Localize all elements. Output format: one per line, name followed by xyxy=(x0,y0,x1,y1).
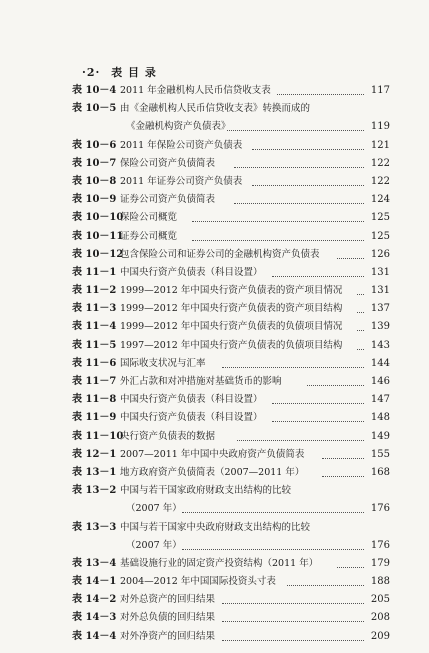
toc-leader-dots xyxy=(322,458,364,477)
toc-entry-title: （2007 年） xyxy=(126,539,182,551)
toc-entry-label: 表 12－1 xyxy=(72,448,117,460)
toc-entry xyxy=(72,318,390,336)
toc-entry-label: 表 10－10 xyxy=(72,212,124,224)
toc-entry-page: 208 xyxy=(370,612,390,624)
toc-entry-label: 表 13－1 xyxy=(72,466,117,478)
toc-entry-title: 国际收支状况与汇率 xyxy=(120,357,206,369)
toc-entry-label: 表 10－4 xyxy=(72,85,117,96)
toc-entry-page: 139 xyxy=(370,321,390,333)
toc-entry-title: 保险公司概览 xyxy=(120,212,178,224)
toc-entry-label: 表 13－2 xyxy=(72,485,117,497)
toc-entry-label: 表 14－1 xyxy=(72,576,117,588)
toc-entry-page: 179 xyxy=(370,557,390,569)
page-header xyxy=(82,64,157,80)
toc-entry xyxy=(72,500,390,518)
toc-entry-title: 保险公司资产负债简表 xyxy=(120,157,216,169)
toc-entry xyxy=(72,282,390,300)
toc-entry xyxy=(72,264,390,282)
toc-leader-dots xyxy=(337,240,364,259)
toc-entry-page: 148 xyxy=(370,412,390,424)
toc-leader-dots xyxy=(227,112,364,131)
toc-entry-label: 表 10－6 xyxy=(72,139,117,151)
toc-entry-page: 146 xyxy=(370,376,390,387)
toc-entry-title: 2004—2012 年中国国际投资头寸表 xyxy=(120,576,276,588)
toc-entry-label: 表 11－6 xyxy=(72,357,117,369)
toc-entry-title: 对外净资产的回归结果 xyxy=(120,630,216,642)
toc-entry-title: 中国央行资产负债表（科目设置） xyxy=(120,266,263,278)
toc-leader-dots xyxy=(182,531,364,550)
toc-entry-label: 表 14－3 xyxy=(72,612,117,624)
toc-leader-dots xyxy=(222,622,364,641)
toc-entry-label: 表 14－2 xyxy=(72,594,117,606)
toc-entry-title: 1997—2012 年中国央行资产负债表的负债项目结构 xyxy=(120,339,343,351)
toc-entry-title: 地方政府资产负债简表（2007—2011 年） xyxy=(120,466,305,478)
toc-leader-dots xyxy=(237,422,364,441)
toc-entry-title: 1999—2012 年中国央行资产负债表的负债项目情况 xyxy=(120,321,343,333)
toc-entry-page: 117 xyxy=(370,85,390,96)
toc-leader-dots xyxy=(182,494,364,513)
toc-entry-label: 表 10－8 xyxy=(72,175,117,187)
toc-entry xyxy=(72,628,390,646)
toc-leader-dots xyxy=(287,567,364,586)
toc-entry-title: 中国与若干国家政府财政支出结构的比较 xyxy=(120,485,292,497)
toc-leader-dots xyxy=(234,185,364,204)
toc-entry-page: 125 xyxy=(370,212,390,224)
toc-entry-page: 126 xyxy=(370,248,390,260)
toc-entry-label: 表 11－5 xyxy=(72,339,117,351)
toc-leader-dots xyxy=(222,349,364,368)
toc-entry-label: 表 13－4 xyxy=(72,557,117,569)
toc-entry-label: 表 11－4 xyxy=(72,321,117,333)
toc-entry-title: 外汇占款和对冲措施对基础货币的影响 xyxy=(120,376,282,387)
toc-entry-page: 125 xyxy=(370,230,390,242)
toc-entry-page: 168 xyxy=(370,466,390,478)
toc-leader-dots xyxy=(192,222,364,241)
page-title: 表 目 录 xyxy=(111,66,157,79)
toc-entry-title: 2011 年金融机构人民币信贷收支表 xyxy=(120,85,271,96)
toc-entry-title: 基础设施行业的固定资产投资结构（2011 年） xyxy=(120,557,319,569)
toc-leader-dots xyxy=(192,203,364,222)
toc-entry-page: 131 xyxy=(370,266,390,278)
toc-entry-page: 122 xyxy=(370,157,390,169)
toc-entry-page: 149 xyxy=(370,430,390,442)
toc-leader-dots xyxy=(272,258,364,277)
toc-leader-dots xyxy=(337,549,364,568)
page-number: ·2· xyxy=(82,66,101,79)
toc-entry-label: 表 11－3 xyxy=(72,303,117,315)
toc-leader-dots xyxy=(234,149,364,168)
toc-leader-dots xyxy=(357,294,364,313)
toc-entry-label: 表 11－2 xyxy=(72,285,117,297)
toc-entry-label: 表 11－1 xyxy=(72,266,117,278)
toc-entry-page: 205 xyxy=(370,594,390,606)
toc-entry-label: 表 11－10 xyxy=(72,430,124,442)
toc-entry-title: 中国央行资产负债表（科目设置） xyxy=(120,394,263,406)
toc-entry-title: 2007—2011 年中国中央政府资产负债简表 xyxy=(120,448,305,460)
toc-entry-title: 2011 年证券公司资产负债表 xyxy=(120,175,243,187)
toc-entry-label: 表 10－7 xyxy=(72,157,117,169)
toc-entry-label: 表 10－11 xyxy=(72,230,124,242)
toc-entry-title: 中国与若干国家中央政府财政支出结构的比较 xyxy=(120,521,311,533)
toc-entry-page: 176 xyxy=(370,539,390,551)
toc-entry-page: 122 xyxy=(370,175,390,187)
toc-leader-dots xyxy=(252,131,364,150)
toc-entry-page: 137 xyxy=(370,303,390,315)
toc-entry-title: 1999—2012 年中国央行资产负债表的资产项目结构 xyxy=(120,303,343,315)
toc-entry-label: 表 10－5 xyxy=(72,103,117,115)
toc-entry-title: 对外总负债的回归结果 xyxy=(120,612,216,624)
toc-entry-title: 《金融机构资产负债表》 xyxy=(126,121,231,133)
toc-leader-dots xyxy=(357,276,364,295)
toc-entry-title: 中国央行资产负债表（科目设置） xyxy=(120,412,263,424)
toc-entry-title: 央行资产负债表的数据 xyxy=(120,430,216,442)
toc-entry-page: 124 xyxy=(370,194,390,206)
table-of-contents xyxy=(72,82,390,646)
toc-entry-page: 155 xyxy=(370,448,390,460)
toc-entry-label: 表 10－12 xyxy=(72,248,124,260)
toc-entry-label: 表 11－8 xyxy=(72,394,117,406)
toc-entry-title: 1999—2012 年中国央行资产负债表的资产项目情况 xyxy=(120,285,343,297)
toc-leader-dots xyxy=(272,385,364,404)
toc-entry-label: 表 11－7 xyxy=(72,376,117,387)
toc-leader-dots xyxy=(277,76,364,95)
toc-entry-page: 131 xyxy=(370,285,390,297)
toc-entry-title: 2011 年保险公司资产负债表 xyxy=(120,139,243,151)
toc-entry xyxy=(72,82,390,100)
toc-entry-page: 147 xyxy=(370,394,390,406)
toc-entry-page: 176 xyxy=(370,503,390,515)
toc-entry-page: 209 xyxy=(370,630,390,642)
toc-entry xyxy=(72,300,390,318)
toc-entry-title: （2007 年） xyxy=(126,503,182,515)
toc-entry-title: 证券公司概览 xyxy=(120,230,178,242)
toc-entry-page: 119 xyxy=(370,121,390,133)
toc-entry-label: 表 10－9 xyxy=(72,194,117,206)
toc-leader-dots xyxy=(357,312,364,331)
toc-leader-dots xyxy=(307,367,364,386)
toc-entry-title: 对外总资产的回归结果 xyxy=(120,594,216,606)
toc-entry-label: 表 13－3 xyxy=(72,521,117,533)
toc-entry-page: 143 xyxy=(370,339,390,351)
toc-entry-page: 144 xyxy=(370,357,390,369)
toc-entry-page: 188 xyxy=(370,576,390,588)
toc-entry-title: 包含保险公司和证券公司的金融机构资产负债表 xyxy=(120,248,320,260)
toc-entry xyxy=(72,464,390,482)
toc-entry-title: 证券公司资产负债简表 xyxy=(120,194,216,206)
toc-entry-page: 121 xyxy=(370,139,390,151)
toc-leader-dots xyxy=(222,603,364,622)
toc-leader-dots xyxy=(252,167,364,186)
toc-leader-dots xyxy=(357,331,364,350)
toc-entry-title: 由《金融机构人民币信贷收支表》转换而成的 xyxy=(120,103,311,115)
toc-entry-label: 表 14－4 xyxy=(72,630,117,642)
toc-leader-dots xyxy=(322,440,364,459)
toc-leader-dots xyxy=(272,403,364,422)
toc-entry-label: 表 11－9 xyxy=(72,412,117,424)
toc-leader-dots xyxy=(222,585,364,604)
